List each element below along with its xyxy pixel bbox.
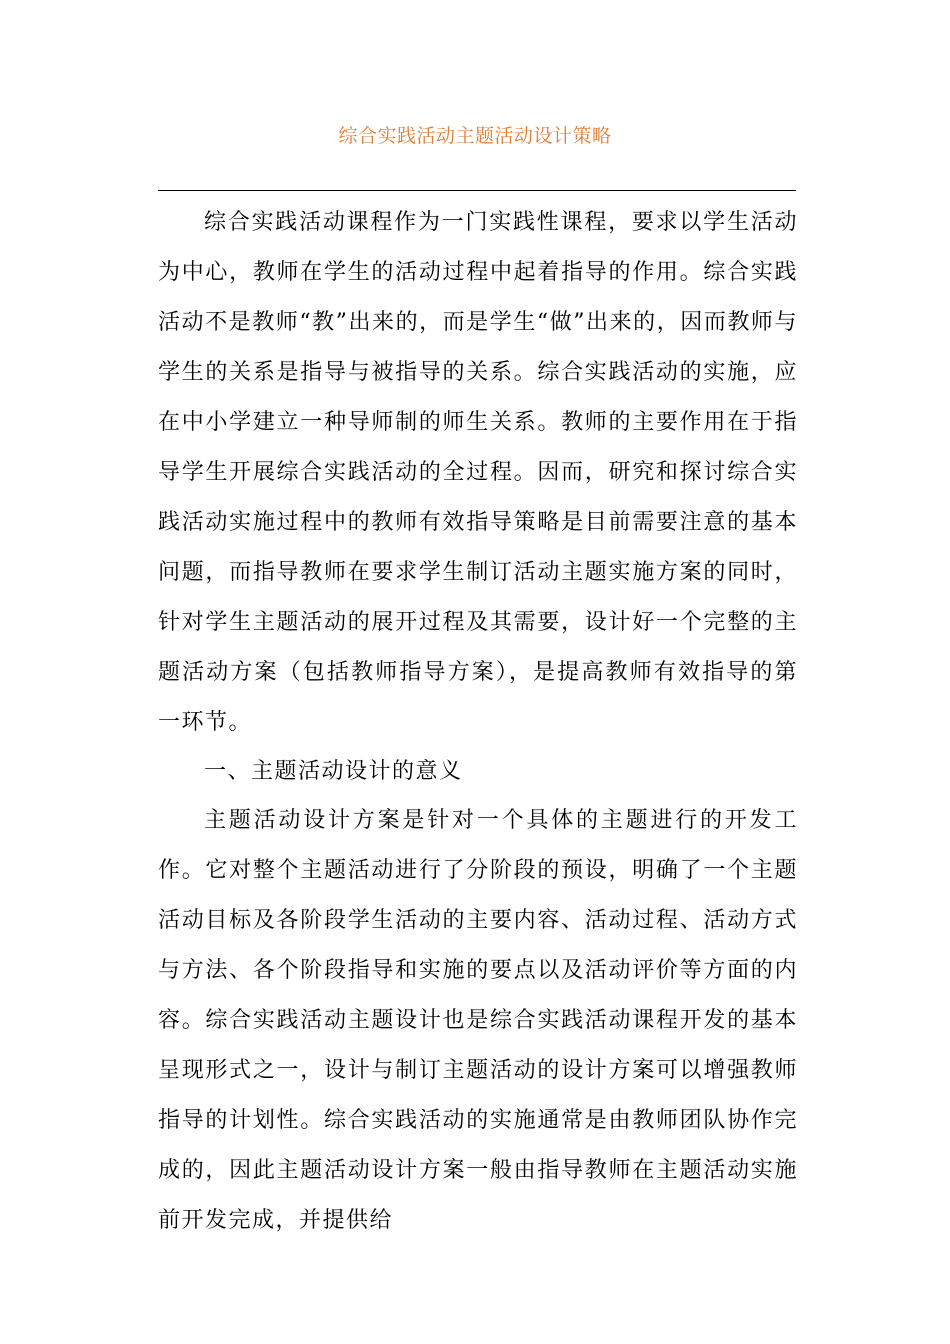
section-paragraph: 主题活动设计方案是针对一个具体的主题进行的开发工作。它对整个主题活动进行了分阶段的预设，明确了一个主题活动目标及各阶段学生活动的主要内容、活动过程、活动方式与方法、各个阶段指导和实施的要点以及活动评价等方面的内容。综合实践活动主题设计也是综合实践活动课程开发的基本呈现形式之一，设计与制订主题活动的设计方案可以增强教师指导的计划性。综合实践活动的实施通常是由教师团队协作完成的，因此主题活动设计方案一般由指导教师在主题活动实施前开发完成，并提供给 [158,808,798,1233]
section-paragraph-block [158,796,798,1246]
intro-paragraph: 综合实践活动课程作为一门实践性课程，要求以学生活动为中心，教师在学生的活动过程中起着指导的作用。综合实践活动不是教师“教”出来的，而是学生“做”出来的，因而教师与学生的关系是指导与被指导的关系。综合实践活动的实施，应在中小学建立一种导师制的师生关系。教师的主要作用在于指导学生开展综合实践活动的全过程。因而，研究和探讨综合实践活动实施过程中的教师有效指导策略是目前需要注意的基本问题，而指导教师在要求学生制订活动主题实施方案的同时，针对学生主题活动的展开过程及其需要，设计好一个完整的主题活动方案（包括教师指导方案），是提高教师有效指导的第一环节。 [158,210,798,735]
document-title: 综合实践活动主题活动设计策略 [338,125,612,147]
intro-paragraph-block [158,198,798,748]
section-heading: 一、主题活动设计的意义 [204,759,463,784]
title-divider [158,190,796,191]
